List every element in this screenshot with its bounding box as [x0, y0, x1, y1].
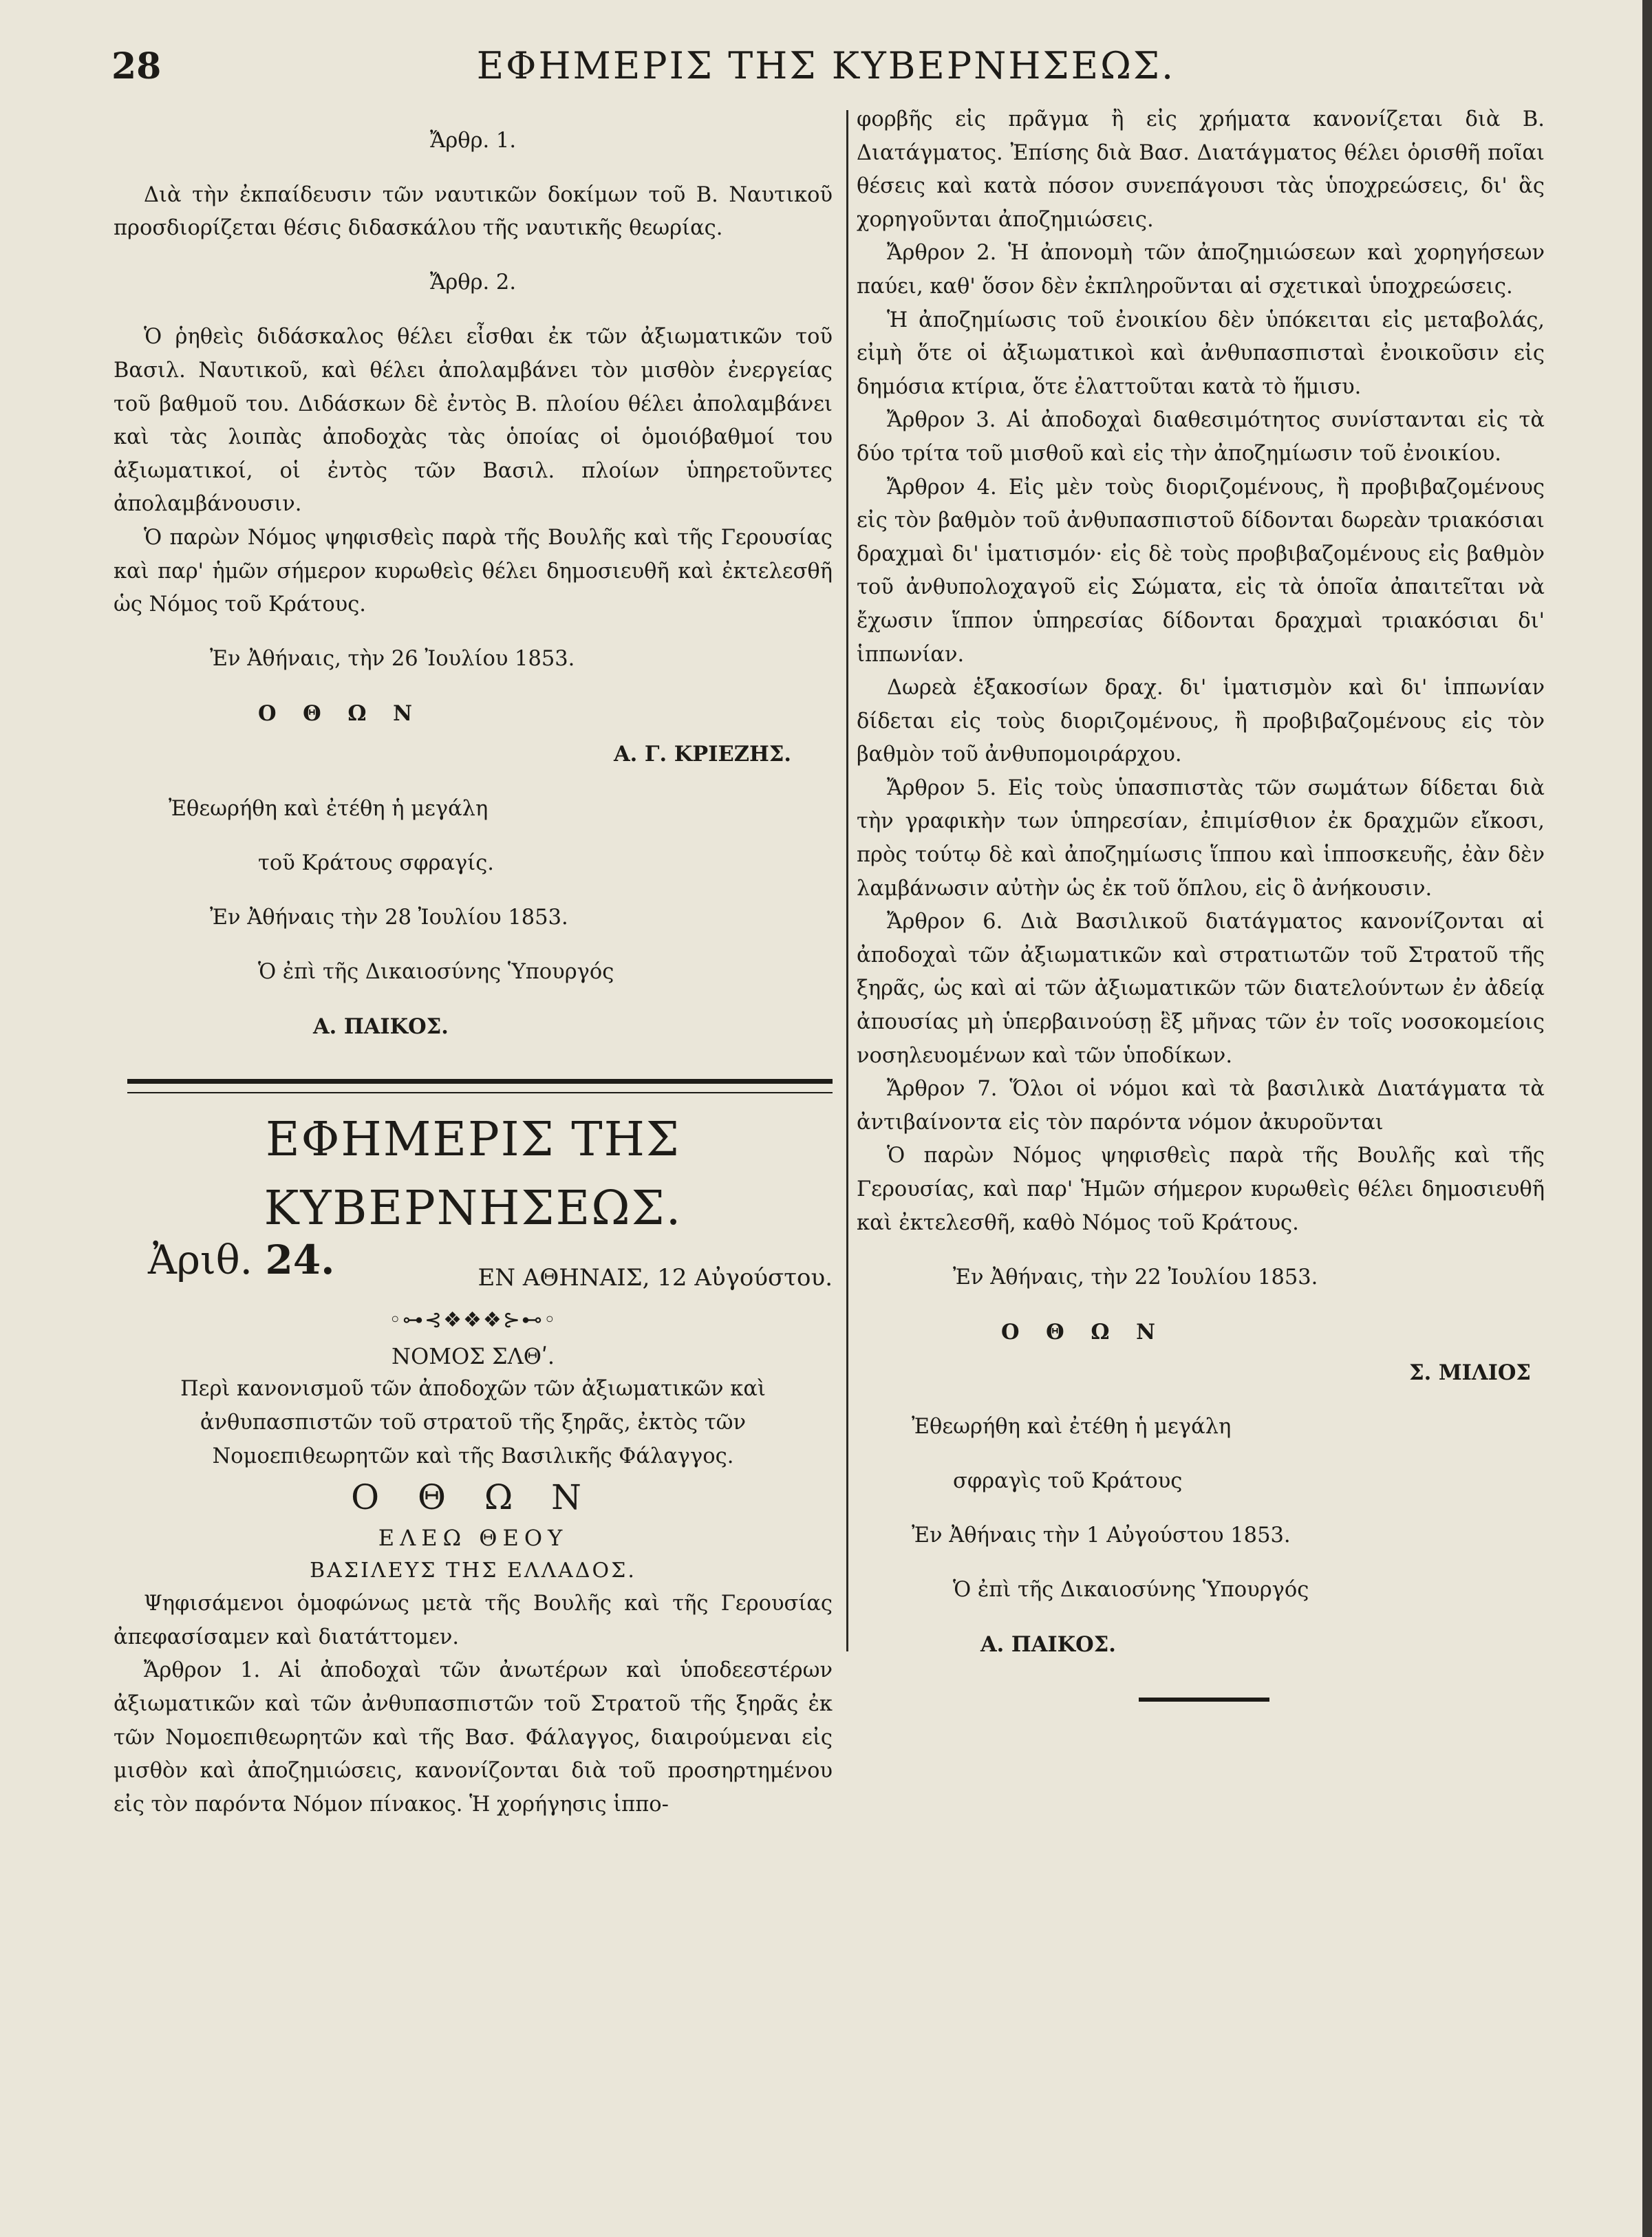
seal-date-2: Ἐν Ἀθήναις τὴν 1 Αὐγούστου 1853. [912, 1523, 1291, 1548]
seal-line-2: τοῦ Κράτους σφραγίς. [258, 850, 495, 875]
issue-label: Ἀριθ. [148, 1237, 253, 1284]
law-article-1-label: Ἄρθρον 1. [144, 1658, 261, 1683]
king-name: Ο Θ Ω Ν [351, 1477, 595, 1518]
sovereign-signature-2: Ο Θ Ω Ν [1001, 1319, 1166, 1345]
law-article-5-body: Εἰς τοὺς ὑπασπιστὰς τῶν σωμάτων δίδεται διὰ τὴν γραφικὴν των ὑπηρεσίαν, ἐπιμίσθιον ἐκ δραχμῶν εἴκοσι, πρὸς τούτῳ δὲ καὶ ἀποζημίωσις ἵππου καὶ ἱπποσκευῆς, ἐὰν δὲν λαμβάνωσιν αὐτὴν ὡς ἐκ τοῦ ὅπλου, εἰς ὃ ἀνήκουσιν. [857, 775, 1545, 901]
page-number: 28 [111, 45, 162, 87]
by-grace-of-god: ΕΛΕΩ ΘΕΟΥ [378, 1525, 568, 1552]
seal-date: Ἐν Ἀθήναις τὴν 28 Ἰουλίου 1853. [210, 905, 568, 930]
section-double-rule [127, 1079, 833, 1093]
running-head [0, 40, 1652, 95]
article-1-text: Διὰ τὴν ἐκπαίδευσιν τῶν ναυτικῶν δοκίμων τοῦ Β. Ναυτικοῦ προσδιορίζεται θέσις διδασκάλου τῆς ναυτικῆς θεωρίας. [114, 182, 833, 241]
law-article-2-body: Ἡ ἀπονομὴ τῶν ἀποζημιώσεων καὶ χορηγήσεων παύει, καθ' ὅσον δὲν ἐκπληροῦνται αἱ σχετικαὶ ὑποχρεώσεις. [857, 241, 1545, 299]
binding-edge-shadow [1642, 0, 1652, 2237]
law-article-4-label: Ἄρθρον 4. [887, 475, 997, 500]
issue-number-value: 24. [265, 1237, 335, 1284]
law-article-5 [857, 772, 1545, 906]
law-article-7-label: Ἄρθρον 7. [887, 1077, 998, 1102]
issue-line [114, 1237, 833, 1293]
law-article-6-label: Ἄρθρον 6. [887, 910, 1003, 934]
law-article-3-label: Ἄρθρον 3. [887, 408, 996, 433]
seal-line-2b: σφραγὶς τοῦ Κράτους [953, 1469, 1183, 1494]
column-divider [846, 110, 848, 1651]
enactment-clause: Ὁ παρὼν Νόμος ψηφισθεὶς παρὰ τῆς Βουλῆς καὶ τῆς Γερουσίας καὶ παρ' ἡμῶν σήμερον κυρωθεὶς θέλει δημοσιευθῆ καὶ ἐκτελεσθῆ ὡς Νόμος τοῦ Κράτους. [114, 525, 833, 617]
law-article-4 [857, 471, 1545, 672]
king-title: ΒΑΣΙΛΕΥΣ ΤΗΣ ΕΛΛΑΔΟΣ. [310, 1559, 636, 1583]
enactment-clause-2: Ὁ παρὼν Νόμος ψηφισθεὶς παρὰ τῆς Βουλῆς καὶ τῆς Γερουσίας, καὶ παρ' Ἡμῶν σήμερον κυρωθεὶς θέλει δημοσιευθῆ καὶ ἐκτελεσθῆ, καθὸ Νόμος τοῦ Κράτους. [857, 1144, 1545, 1235]
law-article-7 [857, 1073, 1545, 1139]
minister-name: Α. ΠΑΙΚΟΣ. [313, 1014, 449, 1039]
minister-title: Ὁ ἐπὶ τῆς Δικαιοσύνης Ὑπουργός [258, 959, 614, 984]
law-article-1 [114, 1654, 833, 1821]
preamble: Ψηφισάμενοι ὁμοφώνως μετὰ τῆς Βουλῆς καὶ τῆς Γερουσίας ἀπεφασίσαμεν καὶ διατάττομεν. [114, 1592, 833, 1649]
issue-number [148, 1237, 335, 1284]
closing-rule [1139, 1698, 1269, 1702]
law-article-6 [857, 906, 1545, 1073]
law-article-6-body: Διὰ Βασιλικοῦ διατάγματος κανονίζονται αἱ ἀποδοχαὶ τῶν ἀξιωματικῶν καὶ στρατιωτῶν τοῦ Στρατοῦ τῆς ξηρᾶς, ὡς καὶ αἱ τῶν ἀξιωματικῶν τῶν διατελούντων ἐν ἀδείᾳ ἀπουσίας μὴ ὑπερβαινούσῃ ἓξ μῆνας τῶν ἐν τοῖς νοσοκομείοις νοσηλευομένων καὶ τῶν ὑποδίκων. [857, 910, 1545, 1068]
seal-line-1: Ἐθεωρήθη καὶ ἐτέθη ἡ μεγάλη [169, 796, 489, 821]
article-2-heading: Ἄρθρ. 2. [429, 270, 517, 295]
law-article-5-label: Ἄρθρον 5. [887, 775, 997, 800]
article-1-continuation: φορβῆς εἰς πρᾶγμα ἢ εἰς χρήματα κανονίζεται διὰ Β. Διατάγματος. Ἐπίσης διὰ Βασ. Διατάγματος θέλει ὁρισθῆ ποῖαι θέσεις καὶ κατὰ πόσον συνεπάγουσι τὰς ὑποχρεώσεις, δι' ἃς χορηγοῦνται ἀποζημιώσεις. [857, 107, 1545, 232]
law-article-2 [857, 237, 1545, 303]
law-article-2-label: Ἄρθρον 2. [887, 241, 997, 266]
law-article-4-gift: Δωρεὰ ἑξακοσίων δραχ. δι' ἱματισμὸν καὶ δι' ἱππωνίαν δίδεται εἰς τοὺς διοριζομένους, ἢ προβιβαζομένους εἰς τὸν βαθμὸν τοῦ ἀνθυπομοιράρχου. [857, 676, 1545, 767]
article-2-text: Ὁ ῥηθεὶς διδάσκαλος θέλει εἶσθαι ἐκ τῶν ἀξιωματικῶν τοῦ Βασιλ. Ναυτικοῦ, καὶ θέλει ἀπολαμβάνει τὸν μισθὸν ἐνεργείας τοῦ βαθμοῦ του. Διδάσκων δὲ ἐντὸς Β. πλοίου θέλει ἀπολαμβάνει καὶ τὰς λοιπὰς ἀποδοχὰς τὰς ὁποίας οἱ ὁμοιόβαθμοί του ἀξιωματικοί, οἱ ἐντὸς τῶν Βασιλ. πλοίων ὑπηρετοῦντες ἀπολαμβάνουσιν. [114, 325, 833, 517]
enactment-date-2: Ἐν Ἀθήναις, τὴν 22 Ἰουλίου 1853. [953, 1265, 1318, 1289]
law-article-1-body: Αἱ ἀποδοχαὶ τῶν ἀνωτέρων καὶ ὑποδεεστέρων ἀξιωματικῶν καὶ τῶν ἀνθυπασπιστῶν τοῦ Στρατοῦ τῆς ξηρᾶς ἐκ τῶν Νομοεπιθεωρητῶν καὶ τῆς Βασ. Φάλαγγος, διαιρούμεναι εἰς μισθὸν καὶ ἀποζημιώσεις, κανονίζονται διὰ τοῦ προσηρτημένου εἰς τὸν παρόντα Νόμον πίνακος. Ἡ χορήγησις ἱππο- [114, 1658, 833, 1817]
law-article-7-body: Ὅλοι οἱ νόμοι καὶ τὰ βασιλικὰ Διατάγματα τὰ ἀντιβαίνοντα εἰς τὸν παρόντα νόμον ἀκυροῦνται [857, 1077, 1545, 1135]
law-article-3-body: Αἱ ἀποδοχαὶ διαθεσιμότητος συνίστανται εἰς τὰ δύο τρίτα τοῦ μισθοῦ καὶ εἰς τὴν ἀποζημίωσιν τοῦ ἐνοικίου. [857, 408, 1545, 466]
right-column [857, 103, 1545, 1702]
ornament-divider: ◦⊶⊰❖❖❖⊱⊷◦ [389, 1308, 557, 1333]
law-subject: Περὶ κανονισμοῦ τῶν ἀποδοχῶν τῶν ἀξιωματικῶν καὶ ἀνθυπασπιστῶν τοῦ στρατοῦ τῆς ξηρᾶς, ἐκτὸς τῶν Νομοεπιθεωρητῶν καὶ τῆς Βασιλικῆς Φάλαγγος. [180, 1377, 766, 1468]
cosignatory-signature-2: Σ. ΜΙΛΙΟΣ [1409, 1360, 1531, 1385]
cosignatory-signature: Α. Γ. ΚΡΙΕΖΗΣ. [613, 742, 791, 767]
minister-title-2: Ὁ ἐπὶ τῆς Δικαιοσύνης Ὑπουργός [953, 1578, 1309, 1603]
enactment-date: Ἐν Ἀθήναις, τὴν 26 Ἰουλίου 1853. [210, 647, 575, 672]
seal-line-1b: Ἐθεωρήθη καὶ ἐτέθη ἡ μεγάλη [912, 1414, 1232, 1439]
law-article-3 [857, 404, 1545, 471]
law-number: ΝΟΜΟΣ ΣΛΘʹ. [391, 1343, 555, 1370]
running-head-title: ΕΦΗΜΕΡΙΣ ΤΗΣ ΚΥΒΕΡΝΗΣΕΩΣ. [476, 44, 1176, 87]
masthead-title: ΕΦΗΜΕΡΙΣ ΤΗΣ ΚΥΒΕΡΝΗΣΕΩΣ. [264, 1113, 683, 1237]
article-1-heading: Ἄρθρ. 1. [429, 128, 517, 153]
law-article-4-body: Εἰς μὲν τοὺς διοριζομένους, ἢ προβιβαζομένους εἰς τὸν βαθμὸν τοῦ ἀνθυπασπιστοῦ δίδονται δωρεὰν τριακόσιαι δραχμαὶ δι' ἱματισμόν· εἰς δὲ τοὺς προβιβαζομένους εἰς βαθμὸν τοῦ ἀνθυπολοχαγοῦ εἰς Σώματα, εἰς τὰ ὁποῖα ἀπαιτεῖται νὰ ἔχωσιν ἵππον ὑπηρεσίας δίδονται δραχμαὶ τριακόσιαι δι' ἱππωνίαν. [857, 475, 1545, 667]
rent-compensation-text: Ἡ ἀποζημίωσις τοῦ ἐνοικίου δὲν ὑπόκειται εἰς μεταβολάς, εἰμὴ ὅτε οἱ ἀξιωματικοὶ καὶ ἀνθυπασπισταὶ ἐνοικοῦσιν εἰς δημόσια κτίρια, ὅτε ἐλαττοῦται κατὰ τὸ ἥμισυ. [857, 308, 1545, 399]
minister-name-2: Α. ΠΑΙΚΟΣ. [980, 1632, 1116, 1658]
sovereign-signature: Ο Θ Ω Ν [258, 701, 422, 727]
left-column [114, 103, 833, 1821]
issue-date: ΕΝ ΑΘΗΝΑΙΣ, 12 Αὐγούστου. [478, 1264, 833, 1292]
